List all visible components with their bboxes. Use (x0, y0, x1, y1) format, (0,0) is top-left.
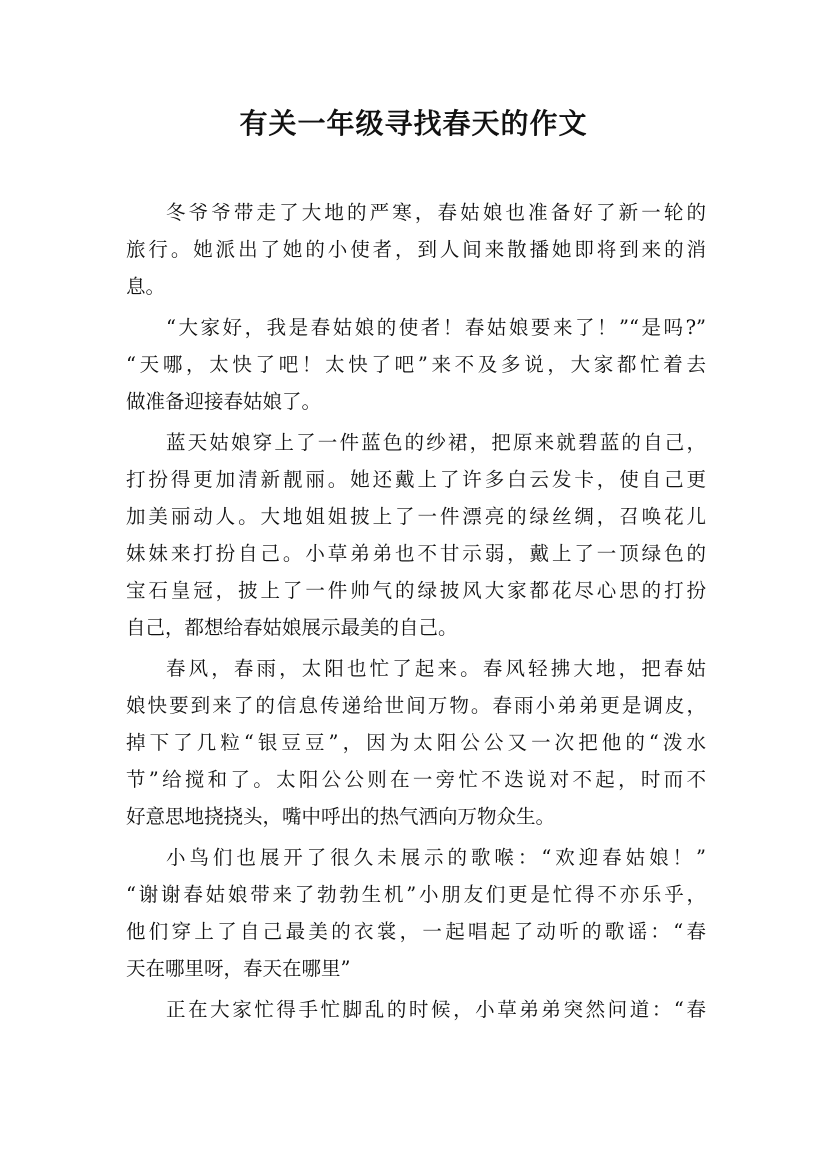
text-line: 小鸟们也展开了很久未展示的歌喉：“欢迎春姑娘！” (166, 846, 706, 869)
text-line: 冬爷爷带走了大地的严寒，春姑娘也准备好了新一轮的 (166, 201, 706, 224)
text-line: 春风，春雨，太阳也忙了起来。春风轻拂大地，把春姑 (166, 657, 706, 680)
text-line: 好意思地挠挠头，嘴中呼出的热气洒向万物众生。 (126, 805, 556, 828)
text-line: 旅行。她派出了她的小使者，到人间来散播她即将到来的消 (126, 238, 706, 261)
text-line: 蓝天姑娘穿上了一件蓝色的纱裙，把原来就碧蓝的自己， (166, 431, 706, 454)
text-line: 加美丽动人。大地姐姐披上了一件漂亮的绿丝绸，召唤花儿 (126, 505, 706, 528)
text-line: “大家好，我是春姑娘的使者！春姑娘要来了！”“是吗?” (166, 316, 706, 339)
text-line: 自己，都想给春姑娘展示最美的自己。 (126, 616, 458, 639)
text-line: 宝石皇冠，披上了一件帅气的绿披风大家都花尽心思的打扮 (126, 579, 706, 602)
text-line: 节”给搅和了。太阳公公则在一旁忙不迭说对不起，时而不 (126, 768, 706, 791)
text-line: 娘快要到来了的信息传递给世间万物。春雨小弟弟更是调皮， (126, 694, 706, 717)
text-line: 做准备迎接春姑娘了。 (126, 390, 322, 413)
text-line: 妹妹来打扮自己。小草弟弟也不甘示弱，戴上了一顶绿色的 (126, 542, 706, 565)
text-line: 天在哪里呀，春天在哪里” (126, 957, 351, 980)
text-line: “天哪，太快了吧！太快了吧”来不及多说，大家都忙着去 (126, 353, 706, 376)
text-line: “谢谢春姑娘带来了勃勃生机”小朋友们更是忙得不亦乐乎， (126, 883, 706, 906)
text-line: 他们穿上了自己最美的衣裳，一起唱起了动听的歌谣：“春 (126, 920, 706, 943)
text-line: 息。 (126, 275, 166, 298)
text-line: 掉下了几粒“银豆豆”，因为太阳公公又一次把他的“泼水 (126, 731, 706, 754)
text-line: 打扮得更加清新靓丽。她还戴上了许多白云发卡，使自己更 (126, 468, 706, 491)
text-line: 正在大家忙得手忙脚乱的时候，小草弟弟突然问道：“春 (166, 998, 706, 1021)
document-title: 有关一年级寻找春天的作文 (239, 107, 588, 140)
